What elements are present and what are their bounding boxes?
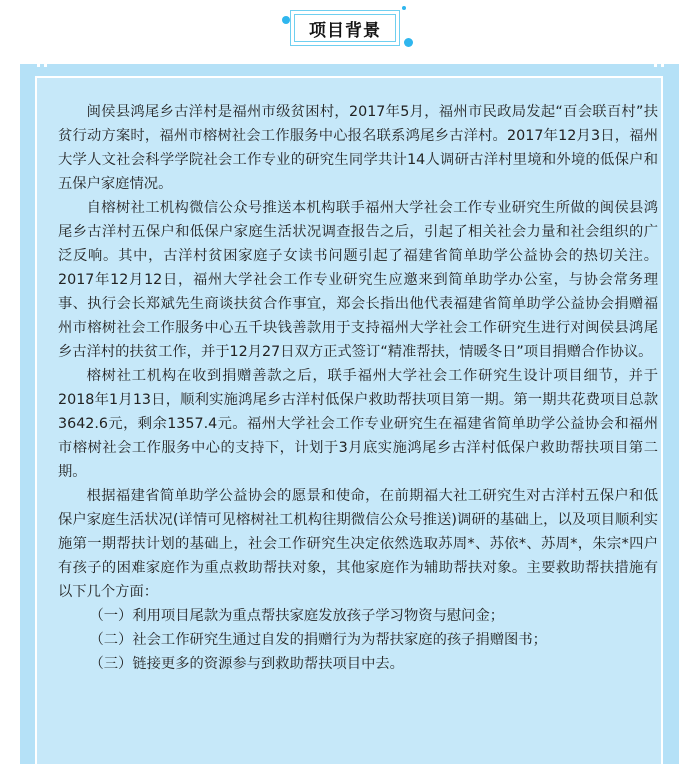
panel-tab-right-2 [661,54,664,67]
article-body [58,100,658,676]
measure-item-1: （一）利用项目尾款为重点帮扶家庭发放孩子学习物资与慰问金； [89,608,505,624]
measure-item-3: （三）链接更多的资源参与到救助帮扶项目中去。 [89,656,404,672]
page-title: 项目背景 [309,20,381,41]
decor-dot-top-right [402,6,406,10]
panel-tab-left-2 [44,54,47,67]
paragraph-1: 闽侯县鸿尾乡古洋村是福州市级贫困村，2017年5月，福州市民政局发起“百会联百村”扶贫行动方案时，福州市榕树社会工作服务中心报名联系鸿尾乡古洋村。2017年12月3日，福州大学人文社会科学学院社会工作专业的研究生同学共计14人调研古洋村里境和外境的低保户和五保户家庭情况。 [58,104,658,192]
title-badge [282,4,414,48]
title-inner-frame [294,14,396,42]
paragraph-3: 榕树社工机构在收到捐赠善款之后，联手福州大学社会工作研究生设计项目细节，并于2018年1月13日，顺利实施鸿尾乡古洋村低保户救助帮扶项目第一期。第一期共花费项目总款3642.6元，剩余1357.4元。福州大学社会工作专业研究生在福建省简单助学公益协会和福州市榕树社会工作服务中心的支持下，计划于3月底实施鸿尾乡古洋村低保户救助帮扶项目第二期。 [58,368,658,480]
paragraph-4: 根据福建省简单助学公益协会的愿景和使命，在前期福大社工研究生对古洋村五保户和低保户家庭生活状况(详情可见榕树社工机构往期微信公众号推送)调研的基础上，以及项目顺利实施第一期帮扶计划的基础上，社会工作研究生决定依然选取苏周*、苏依*、苏周*，朱宗*四户有孩子的困难家庭作为重点救助帮扶对象，其他家庭作为辅助帮扶对象。主要救助帮扶措施有以下几个方面： [58,488,658,600]
panel-tab-right-1 [654,54,657,67]
panel-tab-left-1 [37,54,40,67]
decor-dot-bottom-right [404,38,413,47]
decor-dot-top-left [282,16,290,24]
paragraph-2: 自榕树社工机构微信公众号推送本机构联手福州大学社会工作专业研究生所做的闽侯县鸿尾乡古洋村五保户和低保户家庭生活状况调查报告之后，引起了相关社会力量和社会组织的广泛反响。其中，古洋村贫困家庭子女读书问题引起了福建省简单助学公益协会的热切关注。2017年12月12日，福州大学社会工作专业研究生应邀来到简单助学办公室，与协会常务理事、执行会长郑斌先生商谈扶贫合作事宜，郑会长指出他代表福建省简单助学公益协会捐赠福州市榕树社会工作服务中心五千块钱善款用于支持福州大学社会工作研究生进行对闽侯县鸿尾乡古洋村的扶贫工作，并于12月27日双方正式签订“精准帮扶，情暖冬日”项目捐赠合作协议。 [58,200,658,360]
title-frame [290,10,400,46]
measure-item-2: （二）社会工作研究生通过自发的捐赠行为为帮扶家庭的孩子捐赠图书； [89,632,547,648]
